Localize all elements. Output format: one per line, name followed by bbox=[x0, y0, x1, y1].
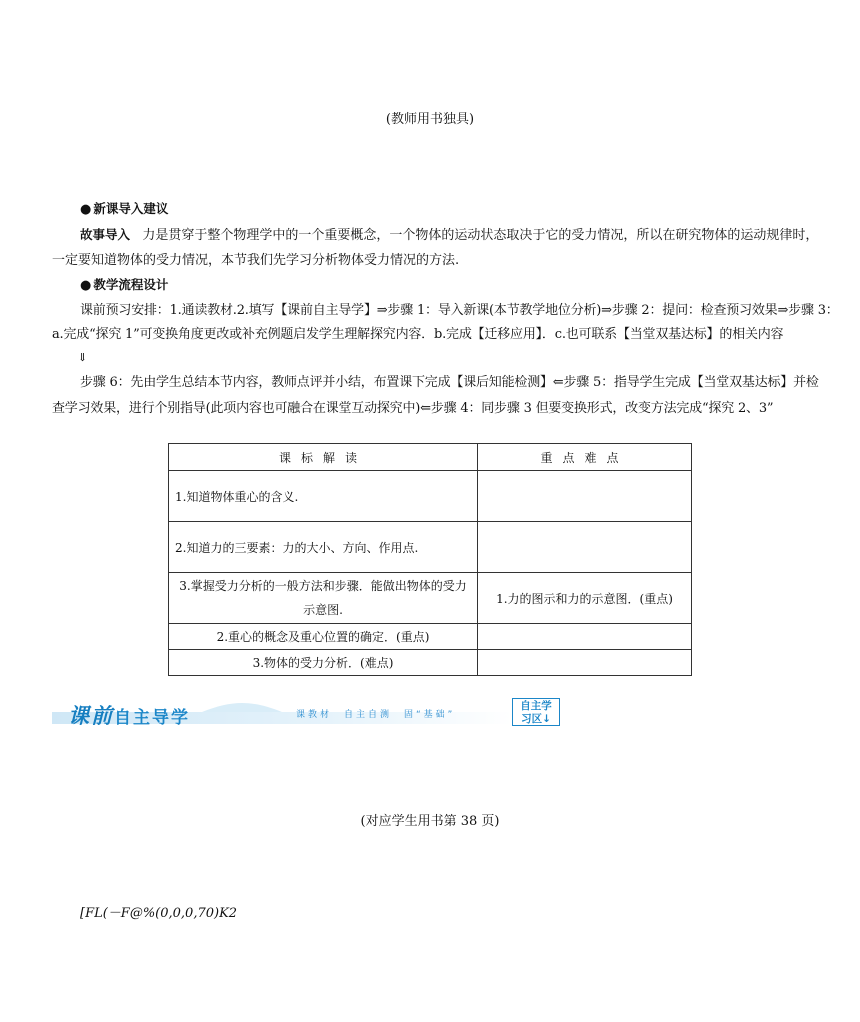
table-cell: 3.物体的受力分析．(难点) bbox=[169, 650, 478, 676]
story-intro-line2: 一定要知道物体的受力情况，本节我们先学习分析物体受力情况的方法. bbox=[52, 253, 460, 268]
table-cell bbox=[478, 522, 692, 573]
table-cell: 2.重心的概念及重心位置的确定．(重点) bbox=[169, 624, 478, 650]
table-row bbox=[169, 624, 692, 650]
curriculum-table bbox=[168, 443, 692, 676]
flow-para2-line1: 步骤 6：先由学生总结本节内容，教师点评并小结，布置课下完成【课后知能检测】⇐步骤 5：指导学生完成【当堂双基达标】并检 bbox=[80, 375, 819, 390]
banner-title-lead: 课前 bbox=[68, 704, 114, 728]
table-cell: 1.力的图示和力的示意图．(重点) bbox=[478, 573, 692, 624]
teacher-edition-note: (教师用书独具) bbox=[385, 112, 475, 127]
bullet-icon: ● bbox=[80, 278, 92, 293]
section-heading-new-lesson bbox=[80, 196, 168, 223]
table-header-key-points: 重点难点 bbox=[478, 444, 692, 471]
table-row bbox=[169, 522, 692, 573]
down-arrow-icon: ⇓ bbox=[78, 351, 88, 364]
table-row bbox=[169, 573, 692, 624]
story-intro-lead: 故事导入 bbox=[80, 227, 131, 242]
banner-subtitle: 课教材 自主自测 固“基础” bbox=[296, 710, 456, 720]
heading-text: 新课导入建议 bbox=[93, 201, 169, 216]
table-cell bbox=[478, 624, 692, 650]
banner-title bbox=[68, 700, 190, 730]
table-row bbox=[169, 471, 692, 522]
table-header-curriculum: 课标解读 bbox=[169, 444, 478, 471]
bullet-icon: ● bbox=[80, 202, 92, 217]
flow-para1-line1: 课前预习安排：1.通读教材.2.填写【课前自主导学】⇒步骤 1：导入新课(本节教学地位分析)⇒步骤 2：提问：检查预习效果⇒步骤 3： bbox=[80, 303, 839, 318]
table-cell: 1.知道物体重心的含义. bbox=[169, 471, 478, 522]
flow-para1-line2: a.完成“探究 1”可变换角度更改或补充例题启发学生理解探究内容．b.完成【迁移应用】．c.也可联系【当堂双基达标】的相关内容 bbox=[52, 327, 784, 342]
badge-line: 自主学 bbox=[520, 700, 552, 712]
table-cell bbox=[478, 650, 692, 676]
student-book-page-note: (对应学生用书第 38 页) bbox=[360, 814, 500, 829]
pre-class-banner bbox=[52, 698, 564, 728]
table-row bbox=[169, 650, 692, 676]
section-heading-teaching-flow bbox=[80, 272, 168, 299]
heading-text: 教学流程设计 bbox=[93, 277, 169, 292]
story-intro-line1 bbox=[80, 222, 820, 249]
story-intro-text: 力是贯穿于整个物理学中的一个重要概念，一个物体的运动状态取决于它的受力情况，所以在研究物体的运动规律时， bbox=[142, 228, 819, 243]
self-study-badge bbox=[512, 698, 560, 726]
flow-para2-line2: 查学习效果，进行个别指导(此项内容也可融合在课堂互动探究中)⇐步骤 4：同步骤 3 但要变换形式，改变方法完成“探究 2、3” bbox=[52, 401, 774, 416]
table-cell bbox=[478, 471, 692, 522]
table-cell: 3.掌握受力分析的一般方法和步骤．能做出物体的受力示意图. bbox=[169, 573, 478, 624]
table-cell: 2.知道力的三要素：力的大小、方向、作用点. bbox=[169, 522, 478, 573]
banner-title-rest: 自主导学 bbox=[114, 708, 190, 728]
badge-line: 习区↓ bbox=[521, 713, 551, 725]
typesetting-code-line: [FL(－F@%(0,0,0,70)K2 bbox=[80, 906, 238, 921]
